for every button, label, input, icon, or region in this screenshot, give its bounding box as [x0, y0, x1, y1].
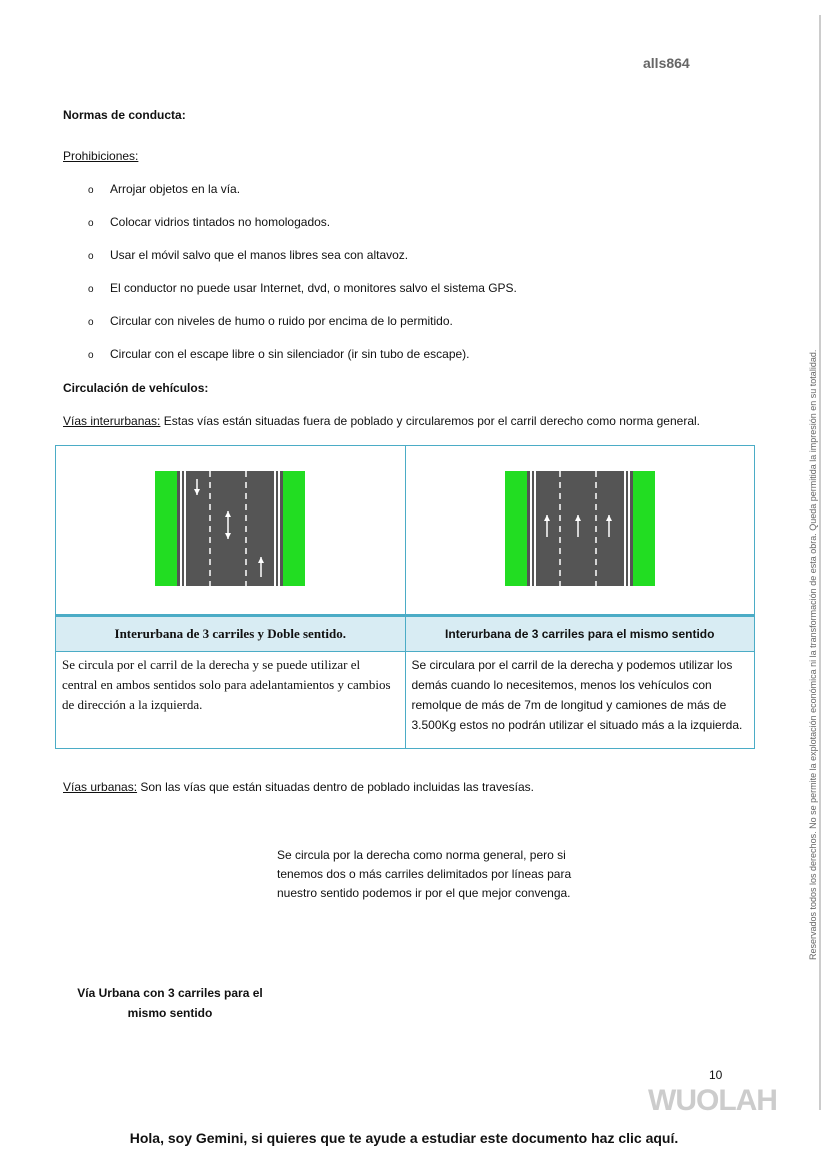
two-way-road-image	[56, 446, 406, 616]
bullet: o	[88, 284, 94, 295]
bullet: o	[88, 185, 94, 196]
col1-title: Interurbana de 3 carriles y Doble sentido.	[56, 616, 406, 652]
wuolah-logo: WUOLAH	[648, 1084, 777, 1117]
document-code: alls864	[643, 55, 690, 71]
interurban-label: Vías interurbanas:	[63, 414, 161, 428]
prohibition-text: Arrojar objetos en la vía.	[110, 182, 241, 196]
col2-text: Se circulara por el carril de la derecha y podemos utilizar los demás cuando lo necesitemos, menos los vehículos con remolque de más de 7m de longitud y camiones de más de 3.500Kg estos no podrán utilizar el situado más a la izquierda.	[405, 652, 755, 749]
bullet: o	[88, 317, 94, 328]
prohibition-item	[88, 347, 470, 361]
one-way-road-image	[405, 446, 755, 616]
prohibition-text: Circular con el escape libre o sin silenciador (ir sin tubo de escape).	[110, 347, 470, 361]
urban-text: Son las vías que están situadas dentro de poblado incluidas las travesías.	[137, 780, 534, 794]
page-number: 10	[709, 1068, 723, 1082]
col2-title: Interurbana de 3 carriles para el mismo sentido	[405, 616, 755, 652]
bullet: o	[88, 218, 94, 229]
interurban-paragraph	[63, 414, 700, 428]
prohibition-text: El conductor no puede usar Internet, dvd, o monitores salvo el sistema GPS.	[110, 281, 517, 295]
bullet: o	[88, 251, 94, 262]
rights-notice: Reservados todos los derechos. No se permite la explotación económica ni la transformación de esta obra. Queda permitida la impresión en su totalidad.	[808, 349, 818, 960]
prohibition-text: Colocar vidrios tintados no homologados.	[110, 215, 331, 229]
prohibition-item	[88, 248, 408, 262]
margin-line	[819, 15, 821, 1110]
road	[527, 471, 633, 586]
prohibition-item	[88, 314, 453, 328]
gemini-banner-link[interactable]: Hola, soy Gemini, si quieres que te ayude a estudiar este documento haz clic aquí.	[129, 1130, 679, 1146]
urban-note: Se circula por la derecha como norma general, pero si tenemos dos o más carriles delimitados por líneas para nuestro sentido podemos ir por el que mejor convenga.	[277, 848, 572, 900]
prohibition-item	[88, 182, 240, 196]
interurban-text: Estas vías están situadas fuera de poblado y circularemos por el carril derecho como norma general.	[160, 414, 700, 428]
road	[177, 471, 283, 586]
urban-caption: Vía Urbana con 3 carriles para el mismo sentido	[77, 986, 263, 1020]
prohibition-text: Circular con niveles de humo o ruido por encima de lo permitido.	[110, 314, 453, 328]
urban-label: Vías urbanas:	[63, 780, 138, 794]
circulation-heading: Circulación de vehículos:	[63, 381, 209, 395]
prohibitions-heading: Prohibiciones:	[63, 149, 139, 163]
conduct-heading: Normas de conducta:	[63, 108, 186, 122]
prohibition-item	[88, 281, 517, 295]
urban-paragraph	[63, 780, 534, 794]
bullet: o	[88, 350, 94, 361]
prohibition-item	[88, 215, 330, 229]
prohibition-text: Usar el móvil salvo que el manos libres sea con altavoz.	[110, 248, 409, 262]
road-types-table	[55, 445, 755, 749]
col1-text: Se circula por el carril de la derecha y se puede utilizar el central en ambos sentidos solo para adelantamientos y cambios de dirección a la izquierda.	[56, 652, 406, 749]
